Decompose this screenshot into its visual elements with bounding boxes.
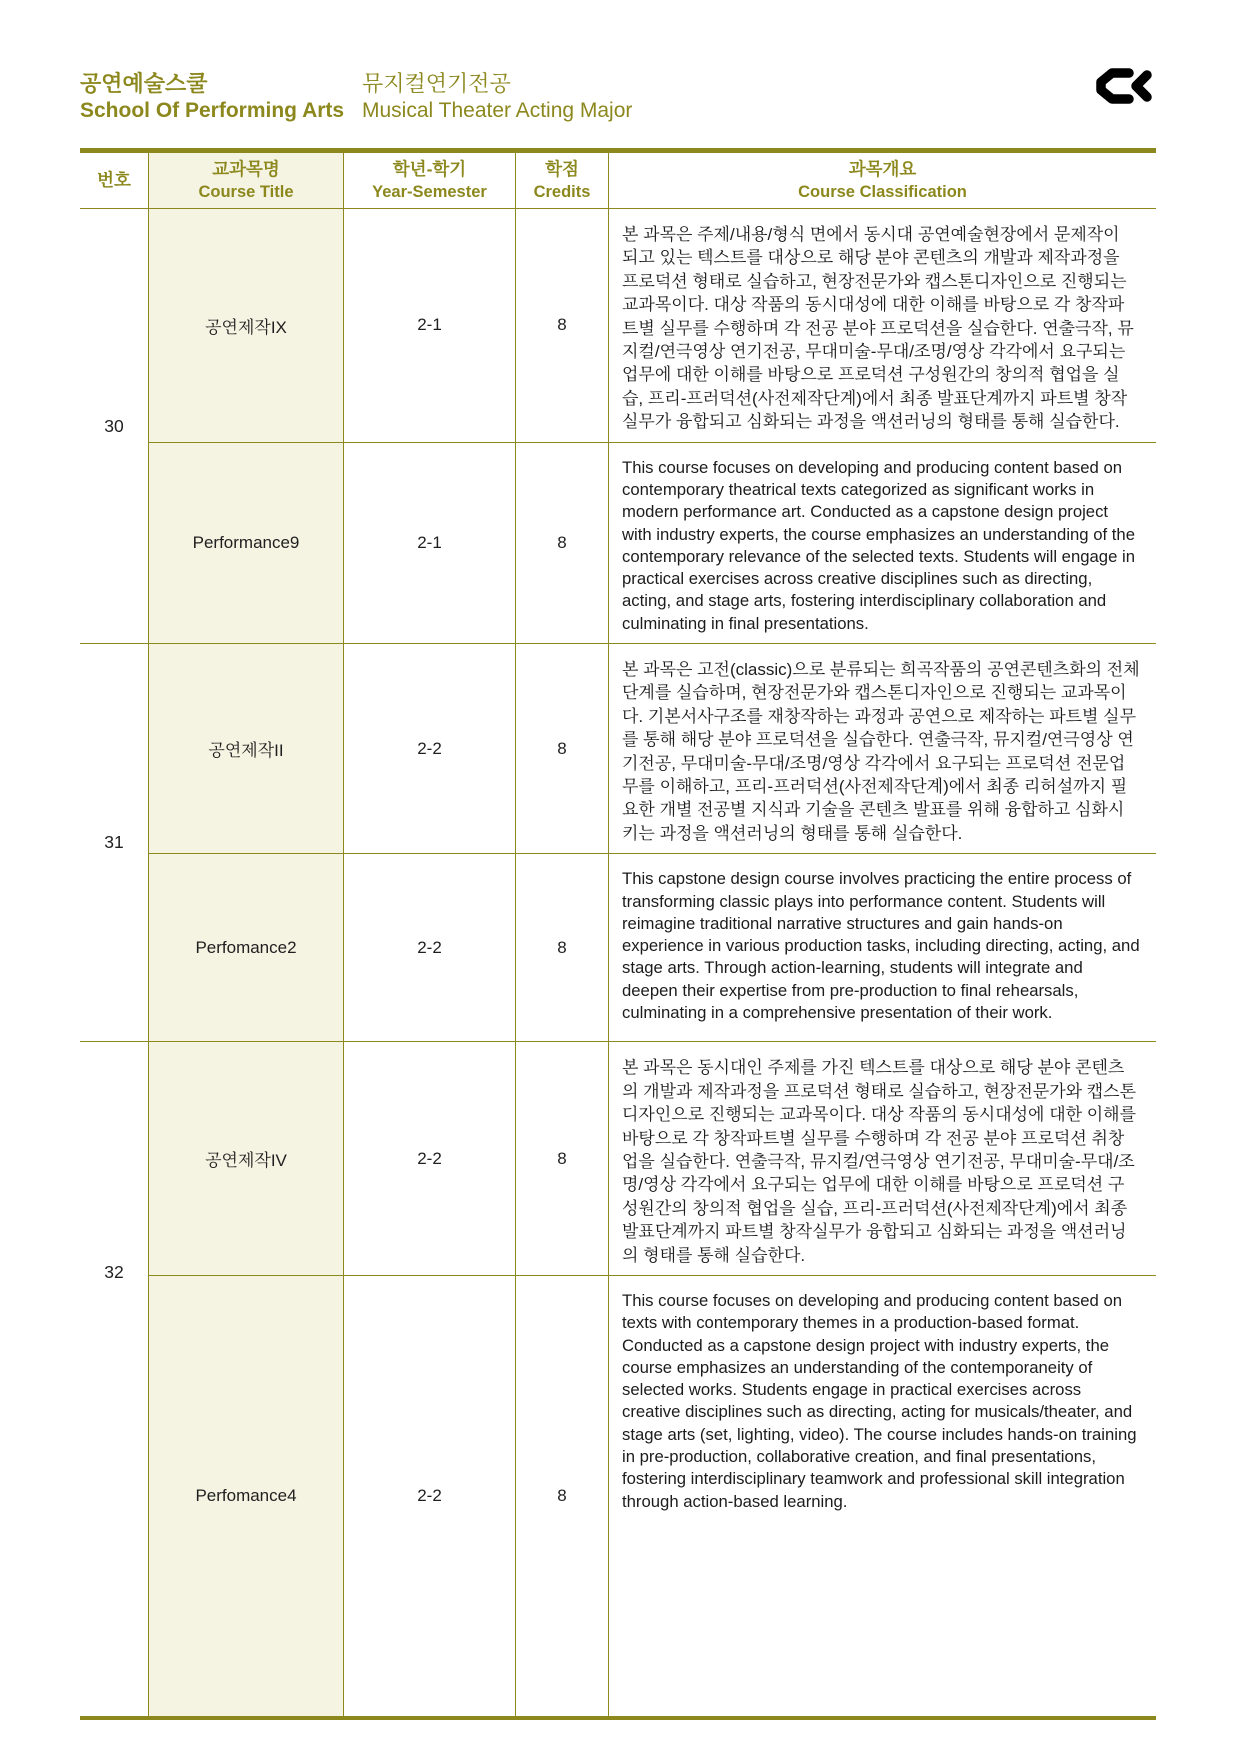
course-number: 31 — [104, 832, 124, 853]
course-title-kr: 공연제작IV — [148, 1042, 343, 1276]
course-description-kr — [608, 209, 1156, 443]
course-number: 32 — [104, 1262, 124, 1283]
course-title-kr: 공연제작IX — [148, 209, 343, 443]
header-no — [80, 153, 148, 208]
header-credits — [515, 153, 608, 208]
course-title-kr: 공연제작II — [148, 644, 343, 854]
course-row-group-31 — [80, 644, 1156, 1042]
course-number: 30 — [104, 415, 124, 436]
course-credits: 8 — [515, 443, 608, 643]
course-credits: 8 — [515, 1042, 608, 1276]
course-description-en-text: This course focuses on developing and producing content based on contemporary theatrical texts categorized as significant works in modern performance art. Conducted as a capstone design project with industry experts, the course emphasizes an understanding of the contemporary relevance of the selected texts. Students will engage in practical exercises across creative disciplines such as directing, acting, and stage arts, fostering interdisciplinary collaboration and culminating in final presentations. — [622, 457, 1135, 633]
header-credits-kr: 학점 — [545, 159, 579, 179]
course-row-group-30 — [80, 209, 1156, 644]
course-description-kr — [608, 1042, 1156, 1276]
course-table — [80, 148, 1156, 1720]
school-name-en: School Of Performing Arts — [80, 99, 345, 122]
course-row-group-32 — [80, 1042, 1156, 1716]
course-credits: 8 — [515, 209, 608, 443]
course-description-kr-text: 본 과목은 고전(classic)으로 분류되는 희곡작품의 공연콘텐츠화의 전체 단계를 실습하며, 현장전문가와 캡스톤디자인으로 진행되는 교과목이다. 기본서사구조를 재창작하는 과정과 공연으로 제작하는 파트별 실무를 통해 해당 분야 프로덕션을 실습한다. 연출극작, 뮤지컬/연극영상 연기전공, 무대미술-무대/조명/영상 각각에서 요구되는 프로덕션 전문업무를 이해하고, 프리-프러덕션(사전제작단계)에서 최종 리허설까지 필요한 개별 전공별 지식과 기술을 콘텐츠 발표를 위해 융합하고 심화시키는 과정을 액션러닝의 형태를 통해 실습한다. — [622, 660, 1140, 843]
header-credits-en: Credits — [533, 183, 591, 201]
header-classification-en: Course Classification — [798, 183, 967, 201]
course-description-en — [608, 443, 1156, 643]
header-classification — [608, 153, 1156, 208]
course-title-en: Performance9 — [148, 443, 343, 643]
course-description-en — [608, 1276, 1156, 1716]
table-header-row — [80, 153, 1156, 209]
major-name-kr: 뮤지컬연기전공 — [362, 71, 511, 96]
header-course-title-en: Course Title — [198, 183, 294, 201]
course-description-kr-text: 본 과목은 주제/내용/형식 면에서 동시대 공연예술현장에서 문제작이 되고 있는 텍스트를 대상으로 해당 분야 콘텐츠의 개발과 제작과정을 프로덕션 형태로 실습하고, 현장전문가와 캡스톤디자인으로 진행되는 교과목이다. 대상 작품의 동시대성에 대한 이해를 바탕으로 각 창작파트별 실무를 수행하며 각 전공 분야 프로덕션을 실습한다. 연출극작, 뮤지컬/연극영상 연기전공, 무대미술-무대/조명/영상 각각에서 요구되는 업무에 대한 이해를 바탕으로 프로덕션 구성원간의 창의적 협업을 실습, 프리-프러덕션(사전제작단계)에서 최종 발표단계까지 파트별 창작실무가 융합되고 심화되는 과정을 액션러닝의 형태를 통해 실습한다. — [622, 225, 1134, 432]
course-description-en-text: This capstone design course involves practicing the entire process of transforming classic plays into performance content. Students will reimagine traditional narrative structures and gain hands-on experience in various production tasks, including directing, acting, and stage arts. Through action-learning, students will integrate and deepen their expertise from pre-production to final rehearsals, culminating in a comprehensive presentation of their work. — [622, 869, 1140, 1023]
course-semester: 2-2 — [343, 1276, 515, 1716]
course-semester: 2-1 — [343, 443, 515, 643]
course-semester: 2-2 — [343, 644, 515, 854]
header-classification-kr: 과목개요 — [848, 159, 917, 179]
course-title-en: Perfomance2 — [148, 854, 343, 1041]
course-semester: 2-1 — [343, 209, 515, 443]
course-credits: 8 — [515, 854, 608, 1041]
course-semester: 2-2 — [343, 1042, 515, 1276]
course-title-en: Perfomance4 — [148, 1276, 343, 1716]
header-year-semester-kr: 학년-학기 — [392, 159, 467, 179]
ck-chevron-logo-icon — [1094, 66, 1154, 106]
header-year-semester — [343, 153, 515, 208]
school-name-kr: 공연예술스쿨 — [80, 71, 208, 96]
major-name-block — [362, 70, 632, 124]
course-description-en-text: This course focuses on developing and producing content based on texts with contemporary themes in a production-based format. Conducted as a capstone design project with industry experts, the course emphasizes an understanding of the contemporaneity of selected works. Students engage in practical exercises across creative disciplines such as directing, acting for musicals/theater, and stage arts (set, lighting, video). The course includes hands-on training in pre-production, collaborative creation, and final presentations, fostering interdisciplinary teamwork and professional skill integration through action-based learning. — [622, 1290, 1137, 1511]
course-description-en — [608, 854, 1156, 1041]
course-credits: 8 — [515, 1276, 608, 1716]
header-year-semester-en: Year-Semester — [372, 183, 487, 201]
header-no-kr: 번호 — [97, 170, 131, 190]
school-name-block — [80, 70, 344, 124]
course-semester: 2-2 — [343, 854, 515, 1041]
header-course-title — [148, 153, 343, 208]
header-course-title-kr: 교과목명 — [212, 159, 280, 179]
major-name-en: Musical Theater Acting Major — [362, 99, 633, 122]
course-credits: 8 — [515, 644, 608, 854]
course-description-kr-text: 본 과목은 동시대인 주제를 가진 텍스트를 대상으로 해당 분야 콘텐츠의 개발과 제작과정을 프로덕션 형태로 실습하고, 현장전문가와 캡스톤디자인으로 진행되는 교과목이다. 대상 작품의 동시대성에 대한 이해를 바탕으로 각 창작파트별 실무를 수행하며 각 전공 분야 프로덕션 취창업을 실습한다. 연출극작, 뮤지컬/연극영상 연기전공, 무대미술-무대/조명/영상 각각에서 요구되는 업무에 대한 이해를 바탕으로 프로덕션 구성원간의 창의적 협업을 실습, 프리-프러덕션(사전제작단계)에서 최종 발표단계까지 파트별 창작실무가 융합되고 심화되는 과정을 액션러닝의 형태를 통해 실습한다. — [622, 1058, 1137, 1265]
course-description-kr — [608, 644, 1156, 854]
